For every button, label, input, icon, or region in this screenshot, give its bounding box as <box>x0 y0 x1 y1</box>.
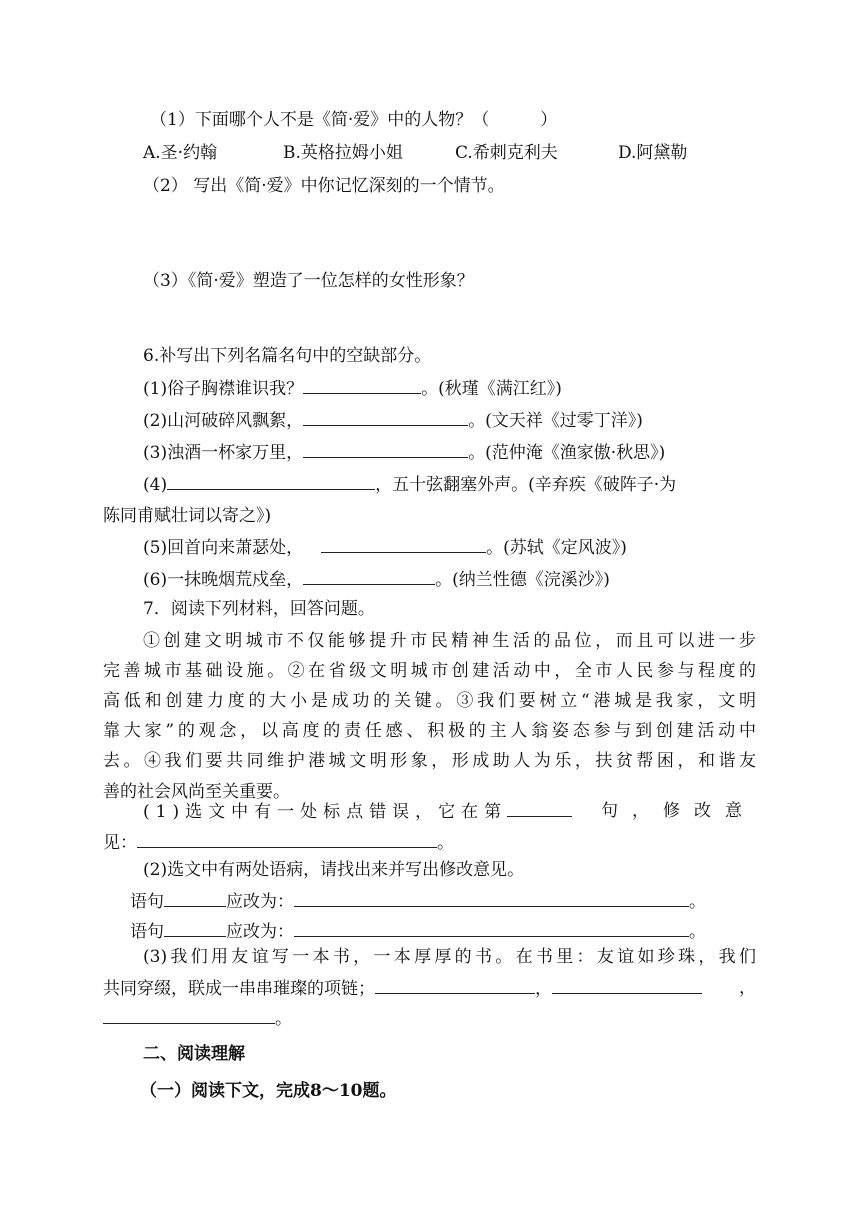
option-a: A.圣·约翰 <box>143 143 218 163</box>
q7-passage-line-5: 去。④我们要共同维护港城文明形象，形成助人为乐，扶贫帮困，和谐友 <box>103 751 756 771</box>
q7-s2: (2)选文中有两处语病，请找出来并写出修改意见。 <box>143 860 525 880</box>
q6-item-4-cont: 陈同甫赋壮词以寄之》) <box>103 506 272 526</box>
answer-blank[interactable] <box>321 536 486 553</box>
q7-s2-row-2: 语句 应改为： 。 <box>130 922 706 942</box>
section-heading: 二、阅读理解 <box>143 1044 245 1064</box>
option-c: C.希刺克利夫 <box>455 143 558 163</box>
q7-s3-line2: 共同穿缀，联成一串串璀璨的项链； ， ， <box>103 978 756 999</box>
option-b: B.英格拉姆小姐 <box>283 143 403 163</box>
q7-passage-line-4: 靠大家”的观念，以高度的责任感、积极的主人翁姿态参与到创建活动中 <box>103 721 756 741</box>
section-subheading: （一）阅读下文，完成8～10题。 <box>140 1081 397 1101</box>
answer-blank[interactable] <box>303 568 435 585</box>
answer-blank[interactable] <box>303 409 468 426</box>
q6-item-2: (2)山河破碎风飘絮， 。(文天祥《过零丁洋》) <box>143 411 643 431</box>
q7-passage-line-6: 善的社会风尚至关重要。 <box>103 782 290 802</box>
q7-passage-line-2: 完善城市基础设施。②在省级文明城市创建活动中，全市人民参与程度的 <box>103 661 756 681</box>
q5-sub1: （1）下面哪个人不是《简·爱》中的人物？（ ） <box>150 110 558 130</box>
answer-blank[interactable] <box>303 441 468 458</box>
answer-blank[interactable] <box>137 831 437 848</box>
q7-s1-line1: (1)选文中有一处标点错误，它在第 句，修改意 <box>143 801 756 822</box>
answer-blank[interactable] <box>164 890 226 907</box>
q5-sub2: （2） 写出《简·爱》中你记忆深刻的一个情节。 <box>143 176 505 196</box>
answer-blank[interactable] <box>375 977 535 994</box>
q6-item-4: (4) ，五十弦翻塞外声。(辛弃疾《破阵子·为 <box>143 475 677 495</box>
q7-s1-line2: 见： 。 <box>103 833 454 853</box>
answer-blank[interactable] <box>552 977 702 994</box>
q7-passage-line-3: 高低和创建力度的大小是成功的关键。③我们要树立“港城是我家，文明 <box>103 691 756 711</box>
answer-blank[interactable] <box>303 377 421 394</box>
answer-blank[interactable] <box>167 473 375 490</box>
q6-item-6: (6)一抹晚烟荒戍垒， 。(纳兰性德《浣溪沙》) <box>143 570 610 590</box>
q6-item-1: (1)俗子胸襟谁识我？ 。(秋瑾《满江红》) <box>143 379 562 399</box>
answer-blank[interactable] <box>164 920 226 937</box>
q7-s3-line1: (3)我们用友谊写一本书，一本厚厚的书。在书里：友谊如珍珠，我们 <box>143 947 756 967</box>
answer-blank[interactable] <box>103 1007 275 1024</box>
answer-blank[interactable] <box>294 920 689 937</box>
answer-blank[interactable] <box>294 890 689 907</box>
q7-s3-line3: 。 <box>103 1007 292 1030</box>
q7-passage-line-1: ①创建文明城市不仅能够提升市民精神生活的品位，而且可以进一步 <box>143 631 756 651</box>
q7-title: 7．阅读下列材料，回答问题。 <box>143 599 375 619</box>
option-d: D.阿黛勒 <box>618 143 688 163</box>
answer-blank[interactable] <box>507 800 572 817</box>
q6-item-3: (3)浊酒一杯家万里， 。(范仲淹《渔家傲·秋思》) <box>143 443 666 463</box>
q5-sub3: （3）《简·爱》塑造了一位怎样的女性形象？ <box>143 271 474 291</box>
q7-s2-row-1: 语句 应改为： 。 <box>130 892 706 912</box>
q5-options <box>143 142 687 164</box>
q6-title: 6.补写出下列名篇名句中的空缺部分。 <box>143 346 432 366</box>
q6-item-5: (5)回首向来萧瑟处， 。(苏轼《定风波》) <box>143 538 627 558</box>
